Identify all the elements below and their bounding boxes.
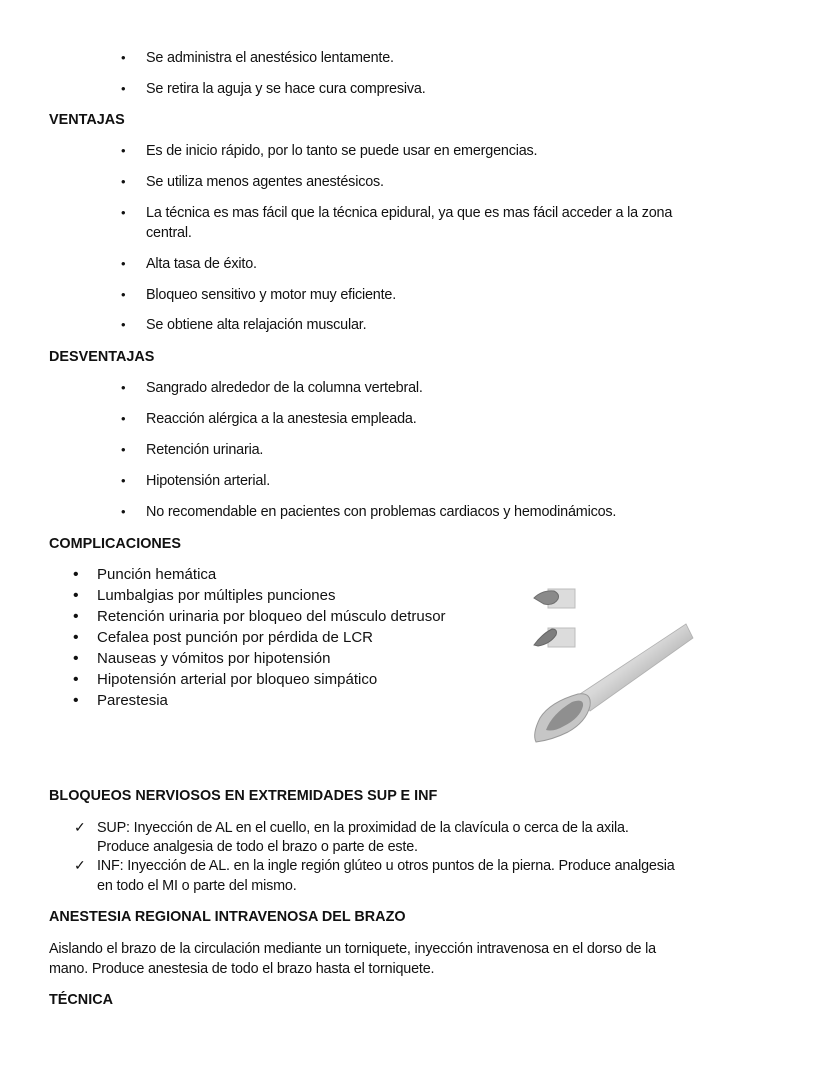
list-item: Sangrado alrededor de la columna vertebral. — [146, 379, 423, 396]
list-item: No recomendable en pacientes con problemas cardiacos y hemodinámicos. — [146, 503, 617, 520]
bullet-icon: • — [121, 473, 126, 488]
bullet-icon: • — [121, 256, 126, 271]
checkmark-icon: ✓ — [74, 857, 86, 873]
list-item-continuation: Produce analgesia de todo el brazo o parte de este. — [97, 838, 418, 855]
bullet-icon: • — [73, 587, 79, 604]
tecnica-heading: TÉCNICA — [49, 991, 114, 1008]
list-item: Es de inicio rápido, por lo tanto se puede usar en emergencias. — [146, 142, 538, 159]
list-item: Se utiliza menos agentes anestésicos. — [146, 173, 384, 190]
list-item: Se retira la aguja y se hace cura compresiva. — [146, 80, 426, 97]
list-item: La técnica es mas fácil que la técnica epidural, ya que es mas fácil acceder a la zona — [146, 204, 673, 221]
bullet-icon: • — [121, 442, 126, 457]
list-item: Retención urinaria. — [146, 441, 264, 458]
list-item: SUP: Inyección de AL en el cuello, en la proximidad de la clavícula o cerca de la axila. — [97, 819, 629, 836]
checkmark-icon: ✓ — [74, 819, 86, 835]
regional-iv-paragraph-line1: Aislando el brazo de la circulación mediante un torniquete, inyección intravenosa en el dorso de la — [49, 940, 656, 957]
needle-tip-front-icon — [534, 589, 575, 608]
bullet-icon: • — [73, 692, 79, 709]
complicaciones-heading: COMPLICACIONES — [49, 535, 182, 552]
bullet-icon: • — [121, 174, 126, 189]
list-item: Retención urinaria por bloqueo del músculo detrusor — [97, 608, 446, 625]
bullet-icon: • — [73, 566, 79, 583]
bullet-icon: • — [121, 380, 126, 395]
list-item: Punción hemática — [97, 566, 217, 583]
list-item-continuation: central. — [146, 224, 192, 241]
bullet-icon: • — [73, 608, 79, 625]
list-item: Reacción alérgica a la anestesia empleada. — [146, 410, 417, 427]
bloqueos-heading: BLOQUEOS NERVIOSOS EN EXTREMIDADES SUP E INF — [49, 787, 438, 804]
list-item: Alta tasa de éxito. — [146, 255, 257, 272]
list-item: Parestesia — [97, 692, 168, 709]
ventajas-heading: VENTAJAS — [49, 111, 125, 128]
regional-iv-paragraph-line2: mano. Produce anestesia de todo el brazo hasta el torniquete. — [49, 960, 435, 977]
bullet-icon: • — [121, 143, 126, 158]
list-item: Bloqueo sensitivo y motor muy eficiente. — [146, 286, 397, 303]
bullet-icon: • — [121, 50, 126, 65]
list-item: Se administra el anestésico lentamente. — [146, 49, 394, 66]
bullet-icon: • — [121, 317, 126, 332]
list-item: Lumbalgias por múltiples punciones — [97, 587, 336, 604]
bullet-icon: • — [121, 411, 126, 426]
list-item: Hipotensión arterial por bloqueo simpático — [97, 671, 378, 688]
regional-iv-heading: ANESTESIA REGIONAL INTRAVENOSA DEL BRAZO — [49, 908, 406, 925]
list-item-continuation: en todo el MI o parte del mismo. — [97, 877, 297, 894]
bullet-icon: • — [73, 629, 79, 646]
list-item: Cefalea post punción por pérdida de LCR — [97, 629, 374, 646]
list-item: Nauseas y vómitos por hipotensión — [97, 650, 331, 667]
list-item: Se obtiene alta relajación muscular. — [146, 316, 367, 333]
desventajas-heading: DESVENTAJAS — [49, 348, 155, 365]
bullet-icon: • — [121, 81, 126, 96]
list-item: Hipotensión arterial. — [146, 472, 271, 489]
bullet-icon: • — [121, 205, 126, 220]
needle-tip-side-icon — [534, 628, 575, 647]
spinal-needle-image — [528, 566, 698, 754]
bullet-icon: • — [73, 671, 79, 688]
bullet-icon: • — [121, 287, 126, 302]
bullet-icon: • — [121, 504, 126, 519]
list-item: INF: Inyección de AL. en la ingle región glúteo u otros puntos de la pierna. Produce analgesia — [97, 857, 675, 874]
bullet-icon: • — [73, 650, 79, 667]
